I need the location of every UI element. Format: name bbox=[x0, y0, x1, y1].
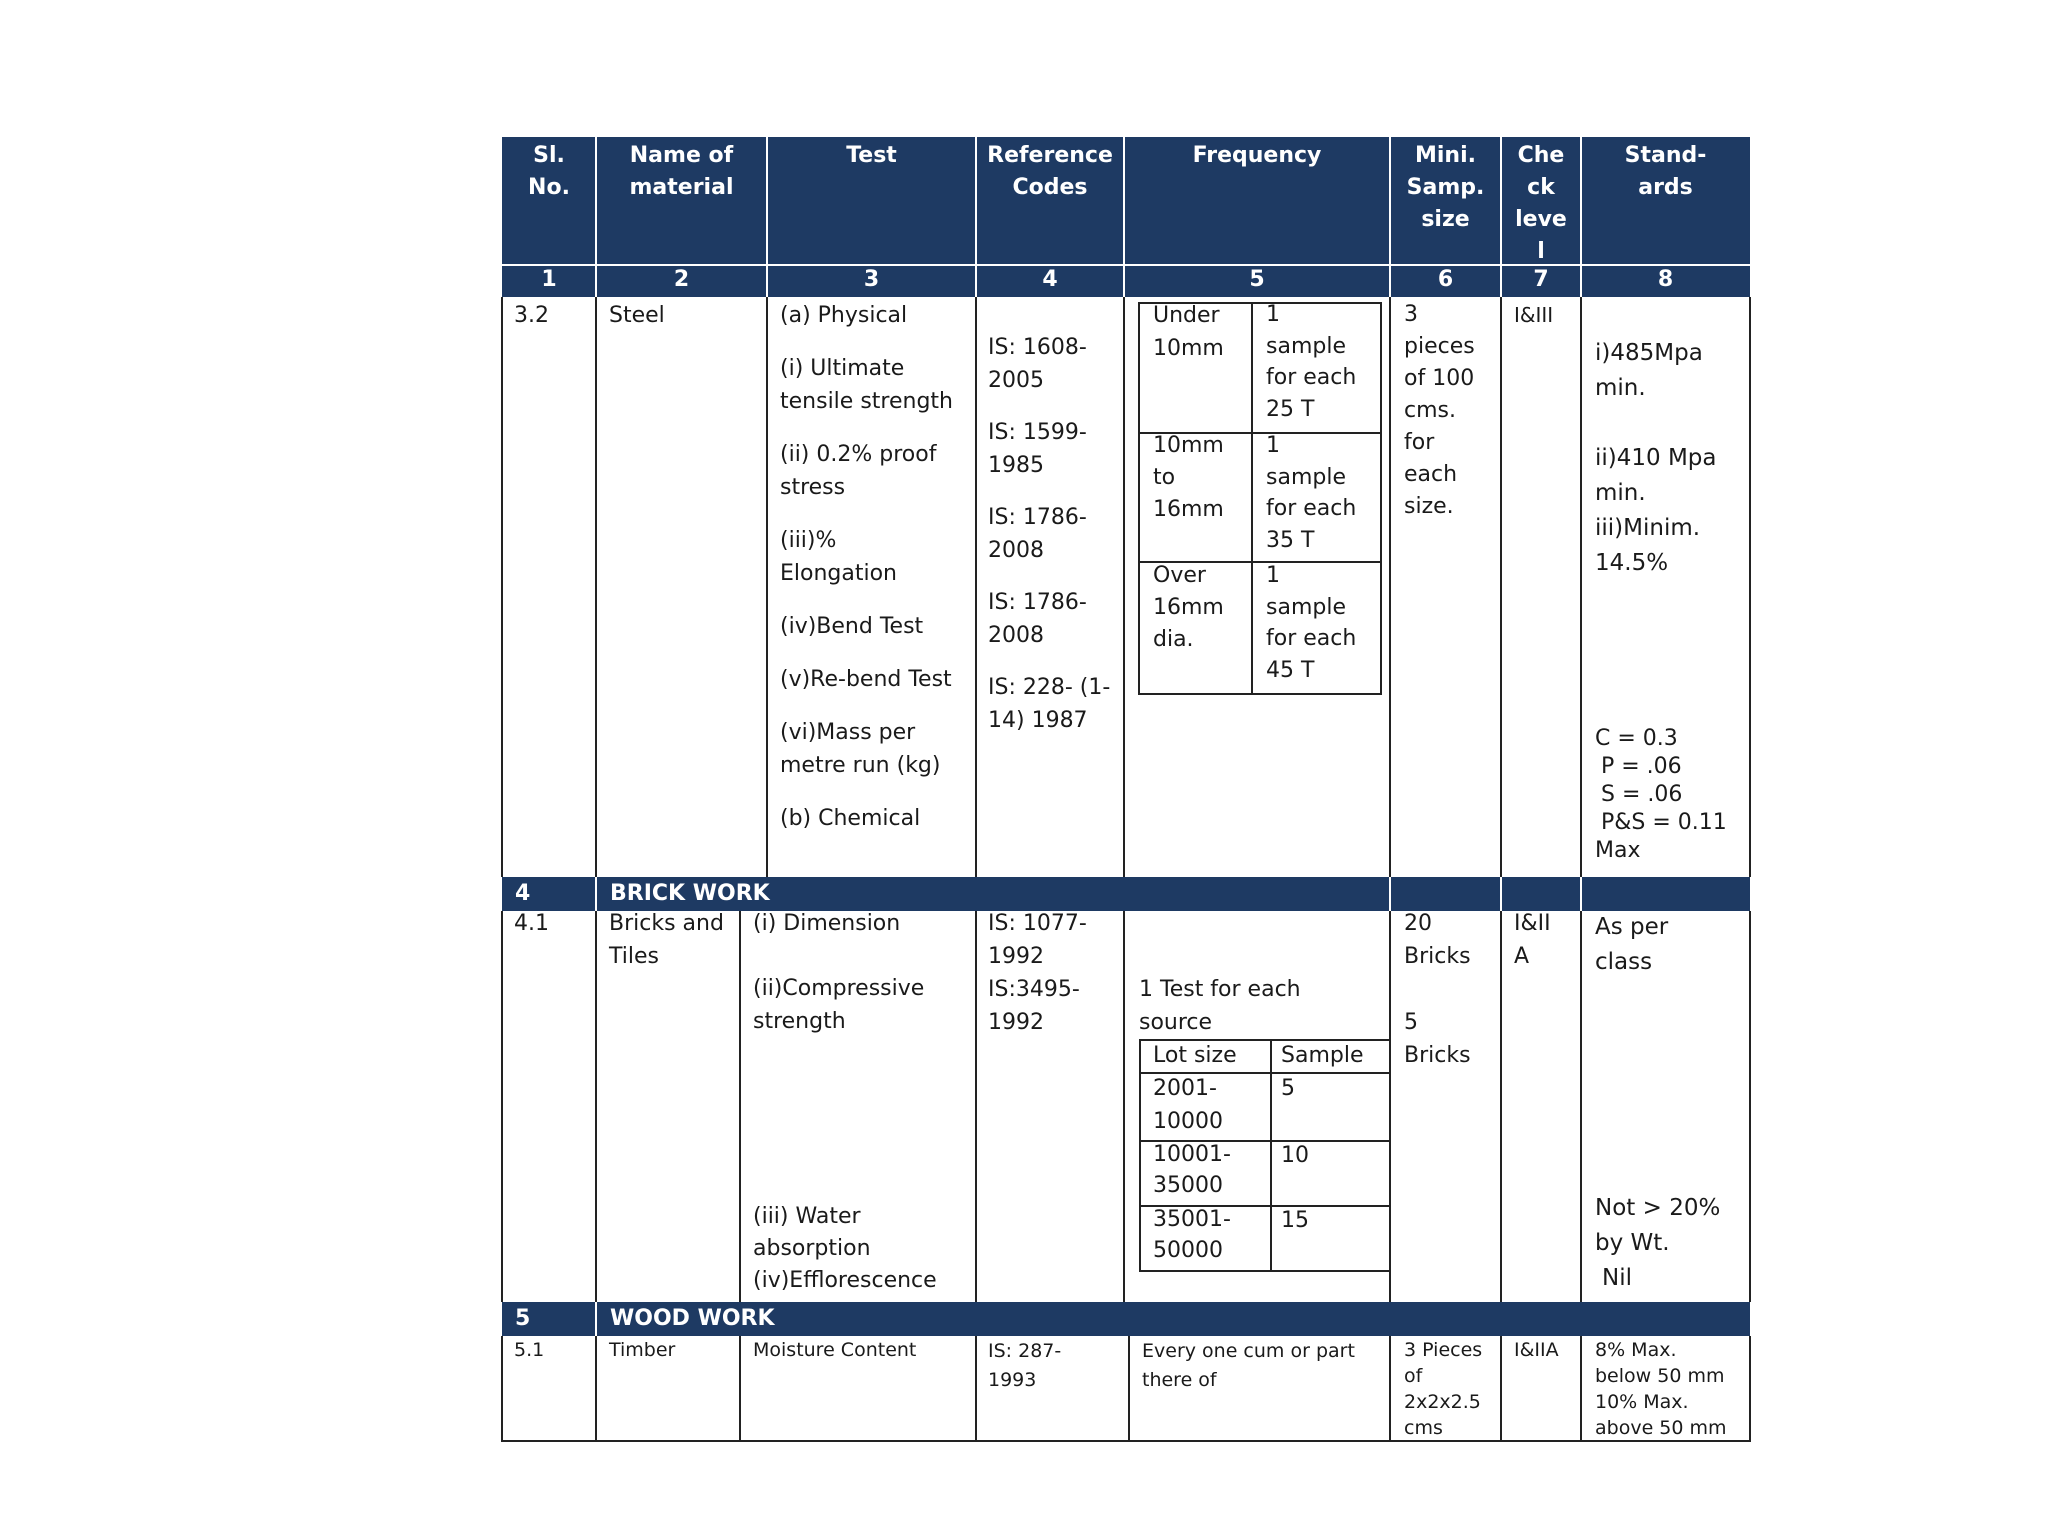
standard-text: above 50 mm bbox=[1595, 1417, 1727, 1439]
min-sample-text: 2x2x2.5 bbox=[1404, 1391, 1481, 1413]
header-text: Codes bbox=[1012, 175, 1088, 200]
col-number-3 bbox=[767, 266, 976, 297]
code-item: IS: 228- (1- bbox=[988, 675, 1111, 700]
freq-size-text: Over bbox=[1153, 563, 1206, 588]
standard-text: 8% Max. bbox=[1595, 1339, 1677, 1361]
header-min-sample bbox=[1390, 137, 1501, 264]
section-title: BRICK WORK bbox=[610, 881, 770, 906]
code-item: IS: 1786- bbox=[988, 505, 1087, 530]
grid-line bbox=[1389, 1336, 1391, 1442]
min-sample-text: Bricks bbox=[1404, 944, 1471, 969]
chemical-text: P = .06 bbox=[1601, 754, 1682, 779]
freq-sample-text: 25 T bbox=[1266, 396, 1315, 422]
grid-line bbox=[1749, 911, 1751, 1302]
col-number-1 bbox=[502, 266, 596, 297]
header-divider bbox=[975, 137, 977, 297]
min-sample-text: each bbox=[1404, 462, 1458, 487]
material-name-text: Tiles bbox=[609, 944, 659, 969]
standard-text: As per bbox=[1595, 914, 1669, 940]
test-item: (v)Re-bend Test bbox=[780, 667, 952, 692]
lot-size-text: 10000 bbox=[1153, 1109, 1223, 1134]
test-item: stress bbox=[780, 475, 846, 500]
grid-line bbox=[1500, 297, 1502, 877]
min-sample-text: for bbox=[1404, 430, 1435, 455]
col-number-text: 5 bbox=[1249, 267, 1265, 292]
lot-size-2 bbox=[1153, 1139, 1231, 1201]
chemical-text: P&S = 0.11 bbox=[1601, 810, 1727, 835]
header-text: Reference bbox=[987, 143, 1113, 168]
header-text: Mini. bbox=[1415, 143, 1476, 168]
min-sample-text: of bbox=[1404, 1365, 1423, 1387]
lot-size-header: Lot size bbox=[1153, 1043, 1237, 1068]
test-item: (b) Chemical bbox=[780, 806, 921, 831]
standard-text: min. bbox=[1595, 375, 1646, 401]
standard-text: Not > 20% bbox=[1595, 1195, 1721, 1221]
section-divider bbox=[1500, 877, 1502, 911]
col-number-text: 6 bbox=[1437, 267, 1454, 292]
timber-check-level: I&IIA bbox=[1514, 1339, 1559, 1361]
freq-size-under-10mm bbox=[1153, 299, 1224, 365]
header-divider bbox=[1123, 137, 1125, 297]
standard-text: Nil bbox=[1602, 1265, 1632, 1291]
min-sample-text: Bricks bbox=[1404, 1043, 1471, 1068]
freq-sample-25t bbox=[1266, 299, 1356, 425]
steel-material-name: Steel bbox=[609, 303, 665, 328]
bricks-standards-bottom bbox=[1595, 1191, 1720, 1296]
freq-sample-text: for each bbox=[1266, 496, 1357, 521]
test-item: (iii)% bbox=[780, 528, 837, 553]
bricks-check-level bbox=[1514, 907, 1551, 973]
header-divider bbox=[766, 137, 768, 297]
min-sample-text: 3 Pieces bbox=[1404, 1339, 1483, 1361]
section-number: 5 bbox=[515, 1306, 531, 1331]
steel-chemical-limits bbox=[1595, 725, 1727, 865]
min-sample-text: 3 bbox=[1404, 302, 1418, 327]
col-number-text: 1 bbox=[541, 267, 557, 292]
section-bar-brick-work bbox=[502, 877, 1750, 911]
freq-sample-text: for each bbox=[1266, 626, 1357, 651]
test-item: strength bbox=[753, 1009, 846, 1034]
standard-text: min. bbox=[1595, 480, 1646, 506]
standard-text: iii)Minim. bbox=[1595, 515, 1701, 541]
timber-min-sample bbox=[1404, 1337, 1482, 1441]
grid-line bbox=[1128, 1336, 1130, 1442]
header-material bbox=[596, 137, 767, 264]
bricks-reference-codes bbox=[988, 907, 1087, 1039]
grid-line bbox=[1389, 297, 1391, 877]
freq-sample-text: 1 bbox=[1266, 302, 1280, 327]
frequency-text: 1 Test for each bbox=[1139, 977, 1301, 1002]
freq-size-text: 10mm bbox=[1153, 433, 1224, 458]
header-text: Test bbox=[846, 143, 897, 168]
lot-sample-3: 15 bbox=[1281, 1208, 1309, 1233]
section-divider bbox=[1580, 877, 1582, 911]
lot-sample-header: Sample bbox=[1281, 1043, 1364, 1068]
section-divider bbox=[595, 1302, 597, 1336]
test-item: (i) Ultimate bbox=[780, 356, 905, 381]
test-item: (iv)Efflorescence bbox=[753, 1268, 937, 1293]
grid-line bbox=[1580, 1336, 1582, 1442]
check-level-text: I&II bbox=[1514, 911, 1551, 936]
bricks-tests-top bbox=[753, 907, 924, 1038]
header-text: Name of bbox=[629, 143, 734, 168]
header-text: Samp. bbox=[1406, 175, 1485, 200]
standard-text: 10% Max. bbox=[1595, 1391, 1689, 1413]
header-text: l bbox=[1537, 239, 1545, 264]
grid-line bbox=[501, 1336, 503, 1442]
test-item: Elongation bbox=[780, 561, 898, 586]
grid-line bbox=[975, 1336, 977, 1442]
col-number-text: 7 bbox=[1533, 267, 1549, 292]
header-reference-codes bbox=[976, 137, 1124, 264]
code-item: IS: 1608- bbox=[988, 335, 1087, 360]
col-number-text: 4 bbox=[1042, 267, 1058, 292]
test-item: absorption bbox=[753, 1236, 871, 1261]
timber-test: Moisture Content bbox=[753, 1339, 917, 1361]
code-item: IS:3495- bbox=[988, 977, 1080, 1002]
freq-size-text: 16mm bbox=[1153, 595, 1224, 620]
grid-line bbox=[595, 911, 597, 1302]
sub-grid-line bbox=[1251, 302, 1253, 695]
standard-text: ii)410 Mpa bbox=[1595, 445, 1717, 471]
section-divider bbox=[595, 877, 597, 911]
code-item: IS: 287- bbox=[988, 1340, 1062, 1362]
grid-line bbox=[501, 911, 503, 1302]
steel-check-level: I&III bbox=[1514, 303, 1554, 327]
freq-size-text: Under bbox=[1153, 303, 1220, 328]
freq-size-text: dia. bbox=[1153, 627, 1194, 652]
col-number-text: 2 bbox=[673, 267, 690, 292]
test-item: metre run (kg) bbox=[780, 753, 941, 778]
code-item: IS: 1077- bbox=[988, 911, 1087, 936]
grid-line bbox=[1749, 297, 1751, 877]
standard-text: i)485Mpa bbox=[1595, 340, 1703, 366]
freq-size-text: 10mm bbox=[1153, 336, 1224, 361]
section-title: WOOD WORK bbox=[610, 1306, 775, 1331]
header-divider bbox=[1580, 137, 1582, 297]
header-text: leve bbox=[1515, 207, 1567, 232]
section-number: 4 bbox=[515, 881, 531, 906]
header-divider bbox=[502, 264, 1750, 266]
grid-line bbox=[501, 1440, 1751, 1442]
col-number-7 bbox=[1501, 266, 1581, 297]
header-divider bbox=[595, 137, 597, 297]
freq-size-over-16mm bbox=[1153, 560, 1224, 656]
standard-text: by Wt. bbox=[1595, 1230, 1670, 1256]
check-level-text: A bbox=[1514, 944, 1530, 969]
bricks-frequency-text bbox=[1139, 973, 1301, 1039]
material-name-text: Bricks and bbox=[609, 911, 724, 936]
code-item: 2005 bbox=[988, 368, 1044, 393]
header-divider bbox=[1389, 137, 1391, 297]
col-number-text: 8 bbox=[1657, 267, 1674, 292]
header-text: material bbox=[629, 175, 734, 200]
code-item: 2008 bbox=[988, 538, 1044, 563]
grid-line bbox=[1749, 1336, 1751, 1442]
code-item: 2008 bbox=[988, 623, 1044, 648]
header-text: ck bbox=[1527, 175, 1555, 200]
header-divider bbox=[1500, 137, 1502, 297]
test-item: (ii) 0.2% proof bbox=[780, 442, 937, 467]
lot-sample-1: 5 bbox=[1281, 1076, 1295, 1101]
frequency-text: Every one cum or part bbox=[1142, 1340, 1355, 1362]
freq-sample-text: 1 bbox=[1266, 433, 1280, 458]
test-item: (vi)Mass per bbox=[780, 720, 916, 745]
lot-sample-2: 10 bbox=[1281, 1143, 1309, 1168]
lot-size-1 bbox=[1153, 1072, 1223, 1138]
steel-standards bbox=[1595, 336, 1717, 581]
test-item: (iii) Water bbox=[753, 1204, 861, 1229]
test-item: (a) Physical bbox=[780, 303, 908, 328]
freq-sample-text: 45 T bbox=[1266, 657, 1315, 683]
grid-line bbox=[1500, 911, 1502, 1302]
timber-standards bbox=[1595, 1337, 1727, 1441]
bricks-min-sample bbox=[1404, 907, 1471, 1072]
lot-size-text: 10001- bbox=[1153, 1142, 1231, 1167]
freq-size-text: to bbox=[1153, 465, 1176, 490]
col-number-4 bbox=[976, 266, 1124, 297]
section-bar-wood-work bbox=[502, 1302, 1750, 1336]
freq-sample-35t bbox=[1266, 430, 1356, 556]
min-sample-text: size. bbox=[1404, 494, 1454, 519]
header-text: Stand- bbox=[1624, 143, 1707, 168]
steel-reference-codes bbox=[988, 331, 1110, 737]
header-sl-no bbox=[502, 137, 596, 264]
bricks-sl-no: 4.1 bbox=[514, 911, 549, 936]
header-text: Che bbox=[1517, 143, 1565, 168]
timber-material-name: Timber bbox=[609, 1339, 676, 1361]
header-frequency bbox=[1124, 137, 1390, 264]
col-number-5 bbox=[1124, 266, 1390, 297]
freq-sample-text: sample bbox=[1266, 594, 1346, 620]
lot-size-text: 2001- bbox=[1153, 1076, 1217, 1101]
steel-min-sample bbox=[1404, 299, 1475, 523]
header-text: size bbox=[1421, 207, 1470, 232]
chemical-text: S = .06 bbox=[1601, 782, 1683, 807]
timber-frequency bbox=[1142, 1337, 1355, 1395]
standard-text: 14.5% bbox=[1595, 550, 1669, 576]
bricks-material-name bbox=[609, 907, 724, 973]
lot-size-text: 50000 bbox=[1153, 1238, 1223, 1263]
chemical-text: Max bbox=[1595, 838, 1641, 863]
bricks-standards-top bbox=[1595, 910, 1668, 980]
header-text: No. bbox=[528, 175, 570, 200]
code-item: 1993 bbox=[988, 1369, 1037, 1391]
header-text: Sl. bbox=[533, 143, 565, 168]
min-sample-text: cms. bbox=[1404, 398, 1456, 423]
min-sample-text: 5 bbox=[1404, 1010, 1418, 1035]
freq-size-text: 16mm bbox=[1153, 497, 1224, 522]
grid-line bbox=[1580, 911, 1582, 1302]
timber-sl-no: 5.1 bbox=[514, 1339, 545, 1361]
grid-line bbox=[501, 297, 503, 877]
standard-text: class bbox=[1595, 949, 1653, 975]
steel-sl-no: 3.2 bbox=[514, 303, 549, 328]
col-number-2 bbox=[596, 266, 767, 297]
steel-test-list bbox=[780, 299, 953, 835]
section-divider bbox=[1389, 877, 1391, 911]
lot-size-text: 35001- bbox=[1153, 1207, 1231, 1232]
test-item: tensile strength bbox=[780, 389, 953, 414]
freq-sample-45t bbox=[1266, 560, 1356, 686]
header-check-level bbox=[1501, 137, 1581, 264]
freq-sample-text: 1 bbox=[1266, 563, 1280, 588]
frequency-text: there of bbox=[1142, 1369, 1217, 1391]
min-sample-text: 20 bbox=[1404, 911, 1432, 936]
bricks-tests-bottom bbox=[753, 1201, 937, 1297]
test-item: (ii)Compressive bbox=[753, 976, 925, 1001]
min-sample-text: of 100 bbox=[1404, 366, 1475, 391]
test-item: (i) Dimension bbox=[753, 911, 901, 936]
code-item: IS: 1599- bbox=[988, 420, 1087, 445]
chemical-text: C = 0.3 bbox=[1595, 726, 1678, 751]
code-item: 1985 bbox=[988, 453, 1044, 478]
sub-grid-line bbox=[1270, 1039, 1272, 1272]
header-text: Frequency bbox=[1192, 143, 1322, 168]
header-test bbox=[767, 137, 976, 264]
code-item: IS: 1786- bbox=[988, 590, 1087, 615]
code-item: 1992 bbox=[988, 1010, 1044, 1035]
grid-line bbox=[975, 297, 977, 877]
freq-sample-text: sample bbox=[1266, 464, 1346, 490]
grid-line bbox=[739, 911, 741, 1302]
grid-line bbox=[595, 1336, 597, 1442]
code-item: 1992 bbox=[988, 944, 1044, 969]
sub-grid-line bbox=[1139, 1039, 1141, 1272]
standard-text: below 50 mm bbox=[1595, 1365, 1725, 1387]
timber-reference-codes bbox=[988, 1337, 1061, 1395]
grid-line bbox=[595, 297, 597, 877]
grid-line bbox=[1580, 297, 1582, 877]
freq-size-10-16mm bbox=[1153, 430, 1224, 526]
grid-line bbox=[1500, 1336, 1502, 1442]
min-sample-text: cms bbox=[1404, 1417, 1443, 1439]
freq-sample-text: sample bbox=[1266, 333, 1346, 359]
test-item: (iv)Bend Test bbox=[780, 614, 924, 639]
grid-line bbox=[1123, 911, 1125, 1302]
freq-sample-text: for each bbox=[1266, 365, 1357, 390]
lot-size-3 bbox=[1153, 1204, 1231, 1266]
lot-size-text: 35000 bbox=[1153, 1173, 1223, 1198]
header-text: ards bbox=[1638, 175, 1693, 200]
col-number-8 bbox=[1581, 266, 1750, 297]
grid-line bbox=[766, 297, 768, 877]
code-item: 14) 1987 bbox=[988, 708, 1088, 733]
col-number-text: 3 bbox=[863, 267, 880, 292]
frequency-text: source bbox=[1139, 1010, 1213, 1035]
grid-line bbox=[1123, 297, 1125, 877]
grid-line bbox=[975, 911, 977, 1302]
freq-sample-text: 35 T bbox=[1266, 527, 1315, 553]
col-number-6 bbox=[1390, 266, 1501, 297]
grid-line bbox=[739, 1336, 741, 1442]
min-sample-text: pieces bbox=[1404, 334, 1475, 359]
header-standards bbox=[1581, 137, 1750, 264]
